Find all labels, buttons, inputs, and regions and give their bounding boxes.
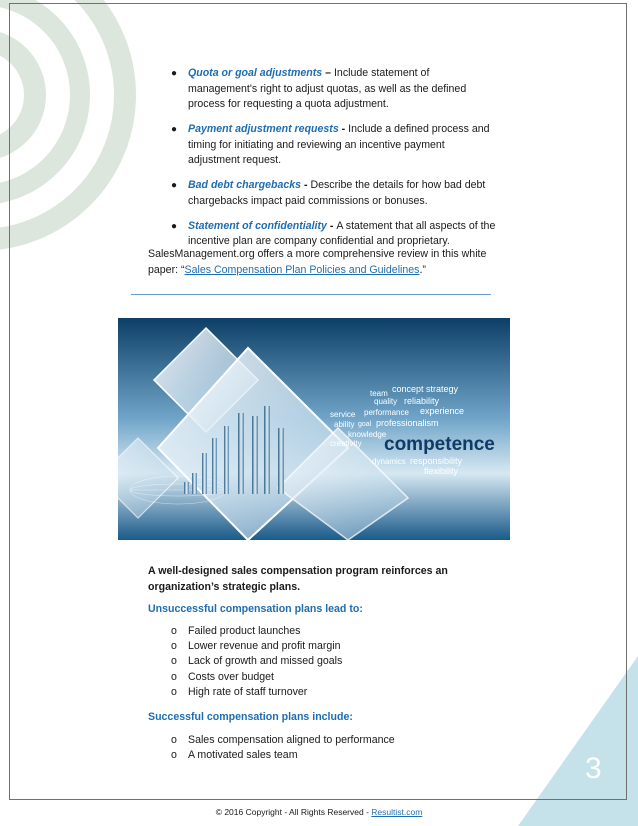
circle-bullet-icon: o [171, 749, 177, 762]
banner-word: creativity [330, 439, 362, 448]
circle-bullet-icon: o [171, 670, 177, 683]
list-item-label: A motivated sales team [188, 749, 298, 762]
resultist-link[interactable]: Resultist.com [371, 807, 423, 817]
bullet-separator: - [326, 219, 337, 232]
list-item-label: Costs over budget [188, 670, 274, 683]
list-item [148, 178, 498, 209]
banner-word: dynamics [372, 457, 406, 466]
banner-word: responsibility [410, 456, 463, 466]
list-item [171, 654, 342, 669]
bullet-text: Describe the details for how bad debt chargebacks impact paid commissions or bonuses. [188, 179, 486, 207]
bullet-icon: ● [171, 124, 178, 135]
list-item [171, 624, 342, 639]
list-item [171, 748, 395, 763]
list-item-label: Sales compensation aligned to performance [188, 734, 395, 746]
white-paper-link[interactable]: Sales Compensation Plan Policies and Guidelines [184, 263, 420, 276]
white-paper-paragraph [148, 247, 498, 278]
banner-word: experience [420, 406, 465, 416]
bullet-text: A statement that all aspects of the incentive plan are company confidential and proprietary. [188, 219, 496, 247]
list-item [171, 685, 342, 700]
bullet-icon: ● [171, 180, 178, 191]
paragraph-text-end: .” [419, 263, 426, 276]
banner-word: professionalism [376, 418, 439, 428]
banner-word: flexibility [424, 466, 459, 476]
list-item [171, 670, 342, 685]
bullet-term: Bad debt chargebacks [188, 179, 302, 191]
bullet-separator: - [301, 179, 311, 191]
list-item [148, 122, 498, 169]
section-heading: A well-designed sales compensation program reinforces an organization’s strategic plans. [148, 565, 448, 593]
policy-bullet-list [148, 66, 498, 259]
bullet-separator: - [338, 123, 349, 135]
banner-word: ability [334, 420, 355, 429]
competence-banner-image [118, 318, 510, 540]
banner-word: performance [364, 408, 409, 417]
list-item-label: Lack of growth and missed goals [188, 655, 343, 668]
footer [0, 807, 638, 817]
circle-bullet-icon: o [171, 625, 177, 637]
bullet-term: Quota or goal adjustments [188, 67, 323, 79]
bullet-icon: ● [171, 220, 178, 232]
bullet-text: Include statement of management's right to adjust quotas, as well as the defined process for requesting a quota adjustment. [188, 67, 467, 110]
list-item [148, 219, 498, 250]
banner-word: goal [358, 421, 372, 428]
unsuccessful-heading: Unsuccessful compensation plans lead to: [148, 603, 363, 615]
copyright-text: © 2016 Copyright - All Rights Reserved - [215, 807, 372, 817]
circle-bullet-icon: o [171, 655, 177, 668]
successful-list [171, 733, 395, 763]
banner-word: service [330, 410, 356, 419]
list-item [171, 639, 342, 654]
bullet-term: Statement of confidentiality [188, 219, 327, 232]
paragraph-text: SalesManagement.org offers a more comprehensive review in this white paper: “ [148, 248, 487, 276]
list-item-label: Failed product launches [188, 625, 301, 637]
banner-word: quality [374, 397, 398, 406]
banner-word: team [370, 389, 388, 398]
circle-bullet-icon: o [171, 734, 177, 746]
banner-word: reliability [404, 396, 440, 406]
bullet-term: Payment adjustment requests [188, 123, 339, 135]
unsuccessful-list [171, 624, 342, 700]
banner-word: competence [384, 434, 495, 455]
list-item-label: High rate of staff turnover [188, 685, 308, 698]
circle-bullet-icon: o [171, 685, 177, 698]
bullet-separator: – [322, 67, 334, 79]
list-item-label: Lower revenue and profit margin [188, 640, 341, 653]
page-number: 3 [585, 752, 602, 785]
bullet-icon: ● [171, 68, 178, 79]
divider [131, 294, 491, 295]
bullet-text: Include a defined process and timing for initiating and reviewing an incentive payment adjustment request. [188, 123, 490, 166]
banner-word: knowledge [348, 430, 387, 439]
successful-heading: Successful compensation plans include: [148, 711, 353, 723]
banner-word: concept [392, 384, 424, 394]
list-item [171, 733, 395, 748]
banner-word: strategy [426, 384, 459, 394]
list-item [148, 66, 498, 113]
circle-bullet-icon: o [171, 640, 177, 653]
